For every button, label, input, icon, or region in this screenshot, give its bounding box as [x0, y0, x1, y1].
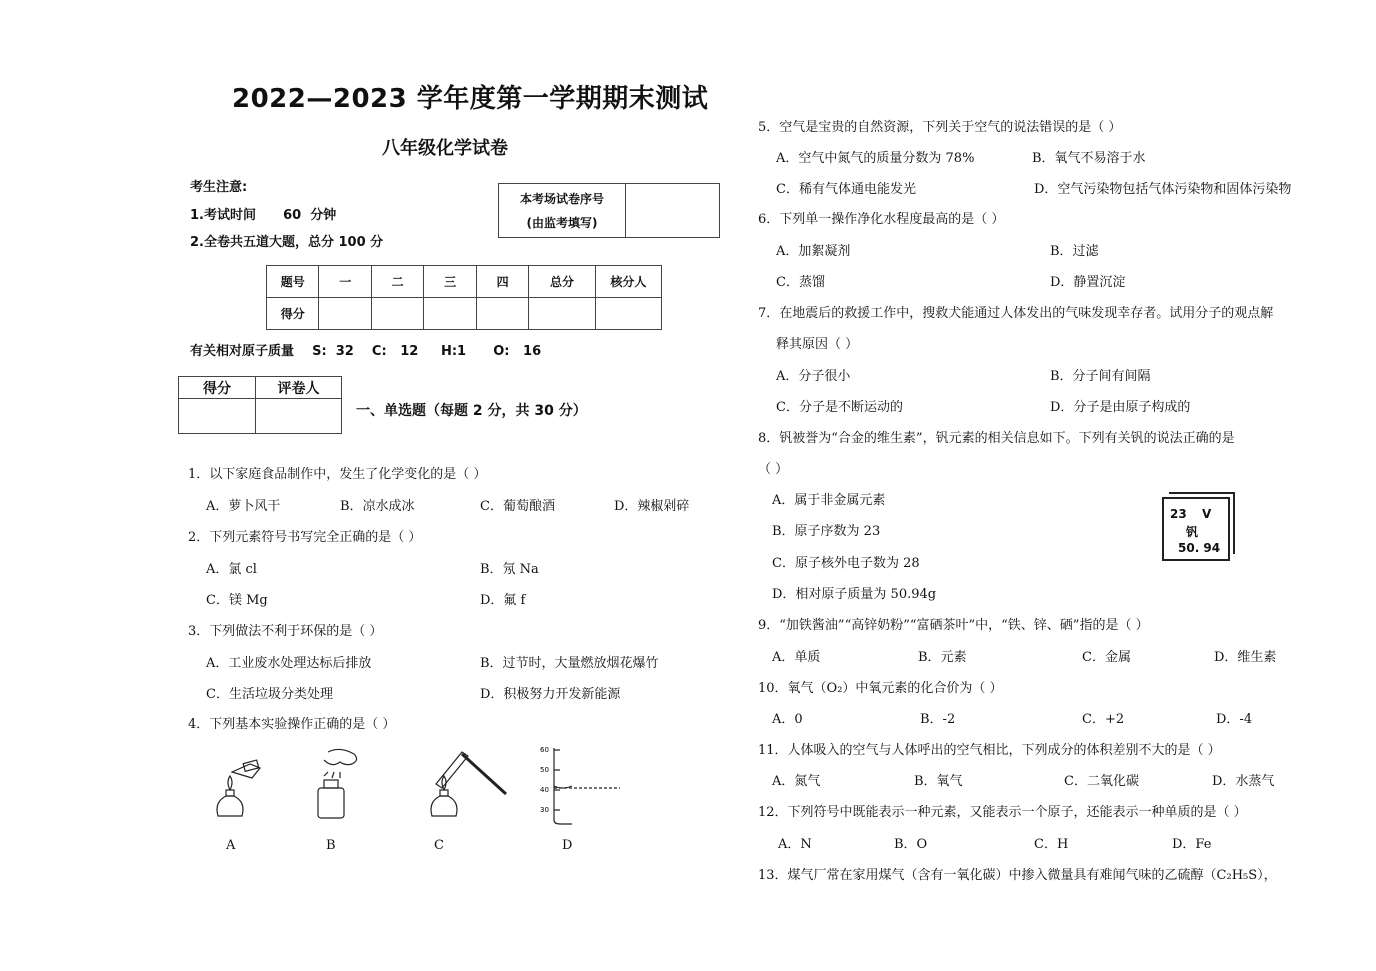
question-7-stem: 7．在地震后的救援工作中，搜救犬能通过人体发出的气味发现幸存者。试用分子的观点解 — [758, 306, 1274, 321]
serial-number-box — [498, 183, 720, 238]
question-6-stem: 6．下列单一操作净化水程度最高的是（ ） — [758, 212, 1005, 227]
cylinder-tick-50: 50 — [540, 766, 549, 774]
atomic-mass-line: 有关相对原子质量 S: 32 C: 12 H:1 O: 16 — [190, 344, 542, 359]
question-8-stem-cont: （ ） — [758, 462, 789, 477]
q1-option-b[interactable]: B．凉水成冰 — [340, 499, 415, 514]
score-header-cell: 二 — [371, 266, 423, 298]
q6-option-d[interactable]: D．静置沉淀 — [1050, 275, 1126, 290]
serial-input-cell[interactable] — [626, 184, 720, 238]
q5-option-a[interactable]: A．空气中氮气的质量分数为 78% — [776, 151, 975, 166]
vanadium-element-card — [1162, 497, 1230, 561]
q12-option-d[interactable]: D．Fe — [1172, 837, 1212, 852]
q10-option-a[interactable]: A．0 — [772, 712, 803, 727]
q12-option-b[interactable]: B．O — [894, 837, 928, 852]
notice-line-2: 2.全卷共五道大题，总分 100 分 — [190, 235, 384, 250]
q1-option-c[interactable]: C．葡萄酿酒 — [480, 499, 555, 514]
heating-test-tube-c-icon — [431, 752, 506, 816]
q4-option-c[interactable]: C — [434, 838, 444, 853]
section-heading: 一、单选题（每题 2 分，共 30 分） — [356, 403, 587, 419]
question-9-stem: 9．“加铁酱油”“高锌奶粉”“富硒茶叶”中，“铁、锌、硒”指的是（ ） — [758, 618, 1149, 633]
q9-option-b[interactable]: B．元素 — [918, 650, 967, 665]
q6-option-a[interactable]: A．加絮凝剂 — [776, 244, 851, 259]
question-8-stem: 8．钒被誉为“合金的维生素”，钒元素的相关信息如下。下列有关钒的说法正确的是 — [758, 431, 1235, 446]
cylinder-tick-60: 60 — [540, 746, 549, 754]
q9-option-d[interactable]: D．维生素 — [1214, 650, 1277, 665]
q10-option-b[interactable]: B．-2 — [920, 712, 956, 727]
score-header-cell: 三 — [424, 266, 476, 298]
q1-option-d[interactable]: D．辣椒剁碎 — [614, 499, 690, 514]
score-cell[interactable] — [424, 298, 476, 330]
score-table — [266, 265, 662, 330]
q9-option-a[interactable]: A．单质 — [772, 650, 821, 665]
question-4-stem: 4．下列基本实验操作正确的是（ ） — [188, 717, 396, 732]
q2-option-a[interactable]: A．氯 cl — [206, 562, 257, 577]
q6-option-b[interactable]: B．过滤 — [1050, 244, 1099, 259]
q11-option-c[interactable]: C．二氧化碳 — [1064, 774, 1139, 789]
serial-note: (由监考填写) — [526, 215, 598, 230]
score-header-cell: 总分 — [529, 266, 595, 298]
element-number: 23 — [1170, 507, 1187, 521]
q12-option-a[interactable]: A．N — [778, 837, 812, 852]
q8-option-a[interactable]: A．属于非金属元素 — [772, 493, 886, 508]
q11-option-a[interactable]: A．氮气 — [772, 774, 821, 789]
lab-operations-diagram — [200, 742, 620, 832]
q9-option-c[interactable]: C．金属 — [1082, 650, 1131, 665]
q1-option-a[interactable]: A．萝卜风干 — [206, 499, 281, 514]
grader-score-cell[interactable] — [179, 399, 256, 434]
q8-option-d[interactable]: D．相对原子质量为 50.94g — [772, 587, 937, 602]
exam-title: 2022—2023 学年度第一学期期末测试 — [232, 84, 709, 114]
score-cell[interactable] — [371, 298, 423, 330]
grader-name-header: 评卷人 — [256, 377, 342, 399]
question-5-stem: 5．空气是宝贵的自然资源，下列关于空气的说法错误的是（ ） — [758, 120, 1122, 135]
q3-option-c[interactable]: C．生活垃圾分类处理 — [206, 687, 333, 702]
exam-subtitle: 八年级化学试卷 — [382, 138, 508, 159]
q5-option-b[interactable]: B．氧气不易溶于水 — [1032, 151, 1146, 166]
q8-option-b[interactable]: B．原子序数为 23 — [772, 524, 881, 539]
q11-option-d[interactable]: D．水蒸气 — [1212, 774, 1275, 789]
q8-option-c[interactable]: C．原子核外电子数为 28 — [772, 556, 920, 571]
element-symbol: V — [1202, 507, 1212, 521]
score-cell[interactable] — [595, 298, 661, 330]
question-13-stem: 13．煤气厂常在家用煤气（含有一氧化碳）中掺入微量具有难闻气味的乙硫醇（C₂H₅S）， — [758, 868, 1277, 883]
question-3-stem: 3．下列做法不利于环保的是（ ） — [188, 624, 383, 639]
grader-score-header: 得分 — [179, 377, 256, 399]
q5-option-d[interactable]: D．空气污染物包括气体污染物和固体污染物 — [1034, 182, 1292, 197]
score-row-label: 得分 — [267, 298, 319, 330]
q12-option-c[interactable]: C．H — [1034, 837, 1069, 852]
score-header-cell: 四 — [476, 266, 528, 298]
serial-label: 本考场试卷序号 — [519, 191, 604, 206]
question-12-stem: 12．下列符号中既能表示一种元素，又能表示一个原子，还能表示一种单质的是（ ） — [758, 805, 1247, 820]
score-header-cell: 题号 — [267, 266, 319, 298]
question-11-stem: 11．人体吸入的空气与人体呼出的空气相比，下列成分的体积差别不大的是（ ） — [758, 743, 1221, 758]
notice-line-1: 1.考试时间 60 分钟 — [190, 208, 337, 223]
q4-option-d[interactable]: D — [562, 838, 573, 853]
q3-option-b[interactable]: B．过节时，大量燃放烟花爆竹 — [480, 656, 659, 671]
score-header-cell: 核分人 — [595, 266, 661, 298]
score-header-cell: 一 — [319, 266, 371, 298]
q2-option-b[interactable]: B．氖 Na — [480, 562, 539, 577]
q7-option-c[interactable]: C．分子是不断运动的 — [776, 400, 903, 415]
question-10-stem: 10．氧气（O₂）中氧元素的化合价为（ ） — [758, 681, 1003, 696]
q10-option-d[interactable]: D．-4 — [1216, 712, 1253, 727]
q7-option-b[interactable]: B．分子间有间隔 — [1050, 369, 1151, 384]
element-name: 钒 — [1186, 525, 1199, 539]
grader-table — [178, 376, 342, 434]
q3-option-a[interactable]: A．工业废水处理达标后排放 — [206, 656, 372, 671]
q10-option-c[interactable]: C．+2 — [1082, 712, 1125, 727]
q4-option-a[interactable]: A — [226, 838, 236, 853]
question-2-stem: 2．下列元素符号书写完全正确的是（ ） — [188, 530, 422, 545]
score-cell[interactable] — [476, 298, 528, 330]
q3-option-d[interactable]: D．积极努力开发新能源 — [480, 687, 621, 702]
q2-option-c[interactable]: C．镁 Mg — [206, 593, 268, 608]
q4-option-b[interactable]: B — [326, 838, 336, 853]
graduated-cylinder-d-icon — [554, 748, 620, 824]
notice-heading: 考生注意: — [190, 180, 248, 195]
cylinder-tick-30: 30 — [540, 806, 549, 814]
score-cell[interactable] — [529, 298, 595, 330]
score-cell[interactable] — [319, 298, 371, 330]
q11-option-b[interactable]: B．氧气 — [914, 774, 963, 789]
grader-name-cell[interactable] — [256, 399, 342, 434]
q6-option-c[interactable]: C．蒸馏 — [776, 275, 825, 290]
q7-option-d[interactable]: D．分子是由原子构成的 — [1050, 400, 1191, 415]
question-7-stem-cont: 释其原因（ ） — [776, 337, 859, 352]
q5-option-c[interactable]: C．稀有气体通电能发光 — [776, 182, 916, 197]
smelling-gas-b-icon — [318, 749, 357, 818]
element-mass: 50. 94 — [1178, 541, 1221, 555]
q2-option-d[interactable]: D．氟 f — [480, 593, 526, 608]
q7-option-a[interactable]: A．分子很小 — [776, 369, 851, 384]
question-1-stem: 1．以下家庭食品制作中，发生了化学变化的是（ ） — [188, 467, 487, 482]
cylinder-tick-40: 40 — [540, 786, 549, 794]
alcohol-lamp-a-icon — [217, 760, 260, 816]
